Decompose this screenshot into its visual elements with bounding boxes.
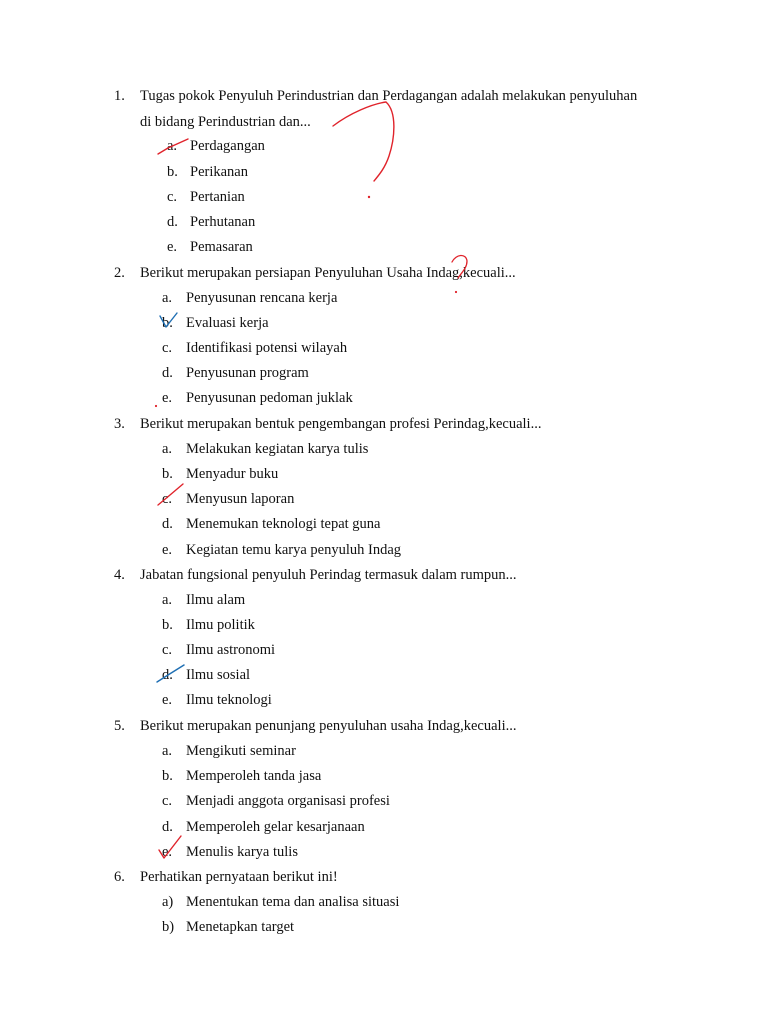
option-text: Mengikuti seminar [186,743,296,759]
red-dot-icon [155,405,157,407]
option-text: Penyusunan rencana kerja [186,290,338,306]
option-text: Memperoleh tanda jasa [186,768,322,784]
option-text: Ilmu sosial [186,667,251,683]
question-text: Tugas pokok Penyuluh Perindustrian dan Perdagangan adalah melakukan penyuluhan [140,88,638,104]
question-number: 5. [114,718,125,734]
option-letter: b. [162,768,173,784]
option-text: Menyusun laporan [186,491,295,507]
option-text: Penyusunan pedoman juklak [186,390,353,406]
option-letter: b. [162,617,173,633]
option-letter: e. [162,542,173,558]
option-text: Menjadi anggota organisasi profesi [186,793,390,809]
question-number: 4. [114,567,125,583]
option-text: Menyadur buku [186,466,279,482]
option-letter: a. [167,138,178,154]
option-text: Ilmu astronomi [186,642,276,658]
question-number: 2. [114,265,125,281]
option-letter: a) [162,894,174,910]
option-letter: e. [162,692,173,708]
option-text: Penyusunan program [186,365,309,381]
option-text: Menetapkan target [186,919,295,935]
option-letter: d. [167,214,178,230]
option-text: Ilmu teknologi [186,692,272,708]
question-text: Jabatan fungsional penyuluh Perindag termasuk dalam rumpun... [140,567,517,583]
option-letter: a. [162,441,173,457]
option-text: Menulis karya tulis [186,844,298,860]
option-letter: b. [162,466,173,482]
option-text: Melakukan kegiatan karya tulis [186,441,369,457]
option-letter: c. [162,491,173,507]
option-text: Evaluasi kerja [186,315,269,331]
option-text: Memperoleh gelar kesarjanaan [186,819,365,835]
option-letter: d. [162,365,173,381]
option-text: Identifikasi potensi wilayah [186,340,348,356]
question-text: Perhatikan pernyataan berikut ini! [140,869,338,885]
option-letter: d. [162,667,173,683]
option-text: Menentukan tema dan analisa situasi [186,894,400,910]
option-letter: a. [162,743,173,759]
option-letter: a. [162,290,173,306]
red-question-mark-icon [333,102,394,181]
red-dot-icon [455,291,457,293]
option-letter: c. [167,189,178,205]
option-letter: c. [162,793,173,809]
option-text: Perdagangan [190,138,265,154]
option-text: Ilmu politik [186,617,255,633]
option-letter: d. [162,819,173,835]
option-text: Perhutanan [190,214,256,230]
red-dot-icon [368,196,370,198]
question-text: Berikut merupakan persiapan Penyuluhan Usaha Indag,kecuali... [140,265,516,281]
option-letter: d. [162,516,173,532]
option-text: Ilmu alam [186,592,246,608]
question-text-continued: di bidang Perindustrian dan... [140,114,311,130]
option-letter: e. [162,844,173,860]
option-text: Perikanan [190,164,248,180]
option-letter: b. [162,315,173,331]
option-letter: e. [167,239,178,255]
option-text: Kegiatan temu karya penyuluh Indag [186,542,402,558]
option-text: Menemukan teknologi tepat guna [186,516,381,532]
question-text: Berikut merupakan penunjang penyuluhan usaha Indag,kecuali... [140,718,517,734]
option-text: Pertanian [190,189,245,205]
option-letter: e. [162,390,173,406]
option-letter: c. [162,642,173,658]
question-number: 6. [114,869,125,885]
question-text: Berikut merupakan bentuk pengembangan profesi Perindag,kecuali... [140,416,542,432]
option-letter: b) [162,919,175,935]
option-letter: c. [162,340,173,356]
option-letter: a. [162,592,173,608]
option-letter: b. [167,164,178,180]
option-text: Pemasaran [190,239,253,255]
question-number: 3. [114,416,125,432]
question-number: 1. [114,88,125,104]
